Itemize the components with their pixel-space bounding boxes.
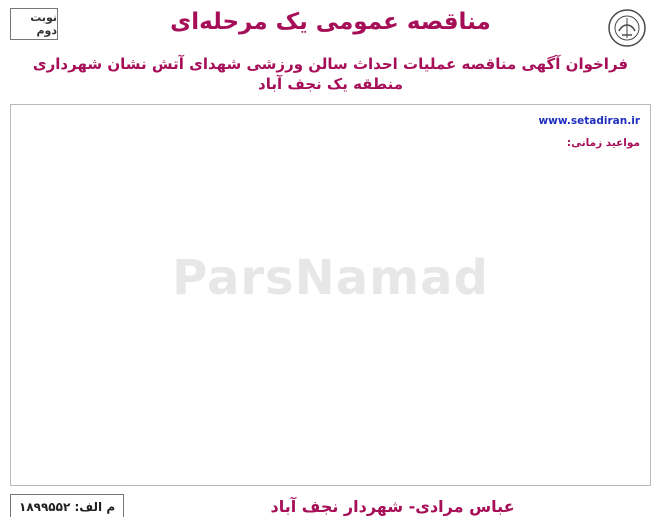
website-link[interactable]: www.setadiran.ir: [538, 115, 640, 127]
website-line: [21, 113, 640, 129]
footer-row: [10, 494, 651, 517]
announcement-body: [10, 104, 651, 486]
signer-text: عباس مرادی- شهردار نجف آباد: [270, 497, 515, 516]
reference-code: م الف: ۱۸۹۹۵۵۲: [10, 494, 124, 517]
section-title: مواعید زمانی:: [566, 137, 640, 149]
watermark-text: ParsNamad: [172, 250, 489, 306]
header-area: [10, 8, 651, 52]
page-subtitle: فراخوان آگهی مناقصه عملیات احداث سالن ورزشی شهدای آتش نشان شهرداری منطقه یک نجف آباد: [32, 55, 629, 93]
page-title: مناقصه عمومی یک مرحله‌ای: [170, 9, 491, 35]
edition-label: نوبت دوم: [10, 8, 58, 40]
